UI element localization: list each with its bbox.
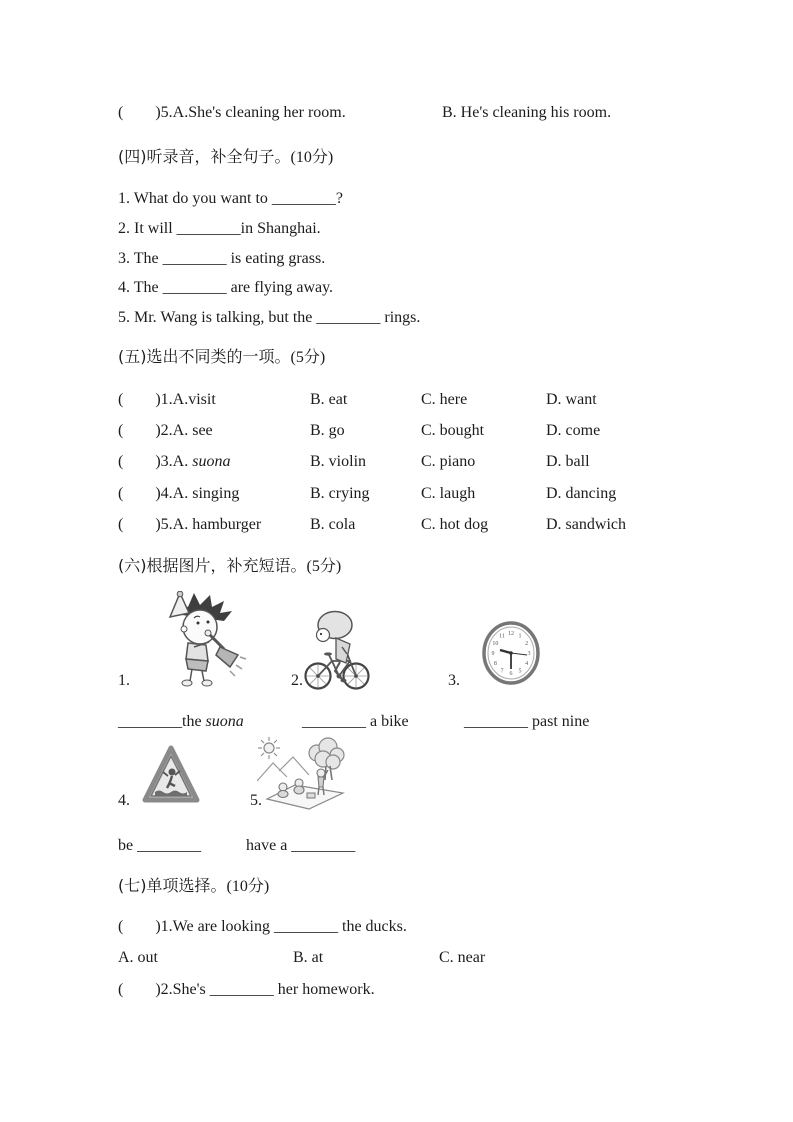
section5-header-title: (五)选出不同类的一项。 xyxy=(118,347,291,366)
svg-text:4: 4 xyxy=(525,661,529,667)
svg-text:6: 6 xyxy=(509,671,513,677)
mountains-icon xyxy=(257,757,309,781)
section4-header xyxy=(118,147,333,168)
svg-text:2: 2 xyxy=(525,641,529,647)
section5-row4-option-b: B. crying xyxy=(310,485,370,502)
svg-text:3: 3 xyxy=(527,651,531,657)
section5-row3-option-a-prefix: ( )3.A. xyxy=(118,453,193,470)
clock-half-past-nine-illustration xyxy=(482,620,540,686)
section6-phrase-2: ________ a bike xyxy=(302,713,409,730)
section5-row2-option-a: ( )2.A. see xyxy=(118,422,213,439)
section5-row1-option-b: B. eat xyxy=(310,391,348,408)
section4-sentence-3: 3. The ________ is eating grass. xyxy=(118,250,326,267)
svg-text:9: 9 xyxy=(491,651,495,657)
section5-row1-option-c: C. here xyxy=(421,391,468,408)
section7-question-1: ( )1.We are looking ________ the ducks. xyxy=(118,918,407,935)
section5-row2-option-b: B. go xyxy=(310,422,345,439)
section5-row3-option-a xyxy=(118,452,230,472)
section5-row5-option-c: C. hot dog xyxy=(421,516,489,533)
svg-text:10: 10 xyxy=(492,641,499,647)
suona-horn-icon xyxy=(210,635,224,649)
section6-phrase-1 xyxy=(118,712,244,732)
section5-row2-option-c: C. bought xyxy=(421,422,485,439)
svg-text:12: 12 xyxy=(508,631,514,637)
section7-q1-option-c: C. near xyxy=(439,949,486,966)
section7-q1-option-a: A. out xyxy=(118,949,158,966)
section5-header-score: (5分) xyxy=(290,349,326,366)
section6-phrase-3: ________ past nine xyxy=(464,713,590,730)
svg-text:11: 11 xyxy=(499,633,505,640)
section5-row1-option-d: D. want xyxy=(546,391,597,408)
section6-header-title: (六)根据图片，补充短语。 xyxy=(118,556,307,575)
section5-row1-option-a: ( )1.A.visit xyxy=(118,391,216,408)
section6-item1-number: 1. xyxy=(118,672,130,689)
section6-phrase-5: have a ________ xyxy=(246,837,356,854)
section5-row5-option-a: ( )5.A. hamburger xyxy=(118,516,262,533)
sun-icon xyxy=(264,743,274,753)
section5-row3-option-c: C. piano xyxy=(421,453,476,470)
svg-text:8: 8 xyxy=(493,661,497,667)
boy-riding-bike-illustration xyxy=(302,609,372,693)
section5-row3-option-b: B. violin xyxy=(310,453,367,470)
section7-header-score: (10分) xyxy=(226,878,270,895)
section4-header-score: (10分) xyxy=(290,149,334,166)
svg-text:1: 1 xyxy=(518,633,522,640)
section6-item5-number: 5. xyxy=(250,792,262,809)
section4-sentence-4: 4. The ________ are flying away. xyxy=(118,279,334,296)
section4-header-title: (四)听录音，补全句子。 xyxy=(118,147,291,166)
section6-header xyxy=(118,556,341,577)
caution-falling-into-water-sign-illustration xyxy=(141,743,201,809)
section5-header xyxy=(118,347,325,368)
picnic-basket-icon xyxy=(307,793,315,798)
section7-header-title: (七)单项选择。 xyxy=(118,876,227,895)
section5-row4-option-a: ( )4.A. singing xyxy=(118,485,240,502)
children-picnic-scene-illustration xyxy=(257,735,347,811)
section5-row2-option-d: D. come xyxy=(546,422,601,439)
section7-q1-option-b: B. at xyxy=(293,949,324,966)
section6-phrase-1-blank: ________the xyxy=(118,713,206,730)
section6-item3-number: 3. xyxy=(448,672,460,689)
tree-icon xyxy=(309,738,344,769)
section5-row4-option-c: C. laugh xyxy=(421,485,476,502)
picnic-blanket-icon xyxy=(267,785,343,809)
section5-row5-option-b: B. cola xyxy=(310,516,356,533)
section5-row3-option-d: D. ball xyxy=(546,453,590,470)
section6-phrase-4: be ________ xyxy=(118,837,202,854)
svg-text:7: 7 xyxy=(500,668,504,675)
svg-text:5: 5 xyxy=(518,668,522,675)
boy-playing-suona-illustration xyxy=(136,591,256,691)
listening-q5-option-a: ( )5.A.She's cleaning her room. xyxy=(118,104,346,121)
section6-item2-number: 2. xyxy=(291,672,303,689)
listening-q5-option-b: B. He's cleaning his room. xyxy=(442,104,612,121)
section7-header xyxy=(118,876,269,897)
section4-sentence-1: 1. What do you want to ________? xyxy=(118,190,344,207)
section7-question-2: ( )2.She's ________ her homework. xyxy=(118,981,375,998)
section6-header-score: (5分) xyxy=(306,558,342,575)
section6-item4-number: 4. xyxy=(118,792,130,809)
section4-sentence-2: 2. It will ________in Shanghai. xyxy=(118,220,321,237)
section4-sentence-5: 5. Mr. Wang is talking, but the ________ rings. xyxy=(118,309,421,326)
section6-phrase-1-word: suona xyxy=(205,713,244,730)
section5-row4-option-d: D. dancing xyxy=(546,485,617,502)
section5-row5-option-d: D. sandwich xyxy=(546,516,626,533)
section5-row3-option-a-word: suona xyxy=(192,453,231,470)
